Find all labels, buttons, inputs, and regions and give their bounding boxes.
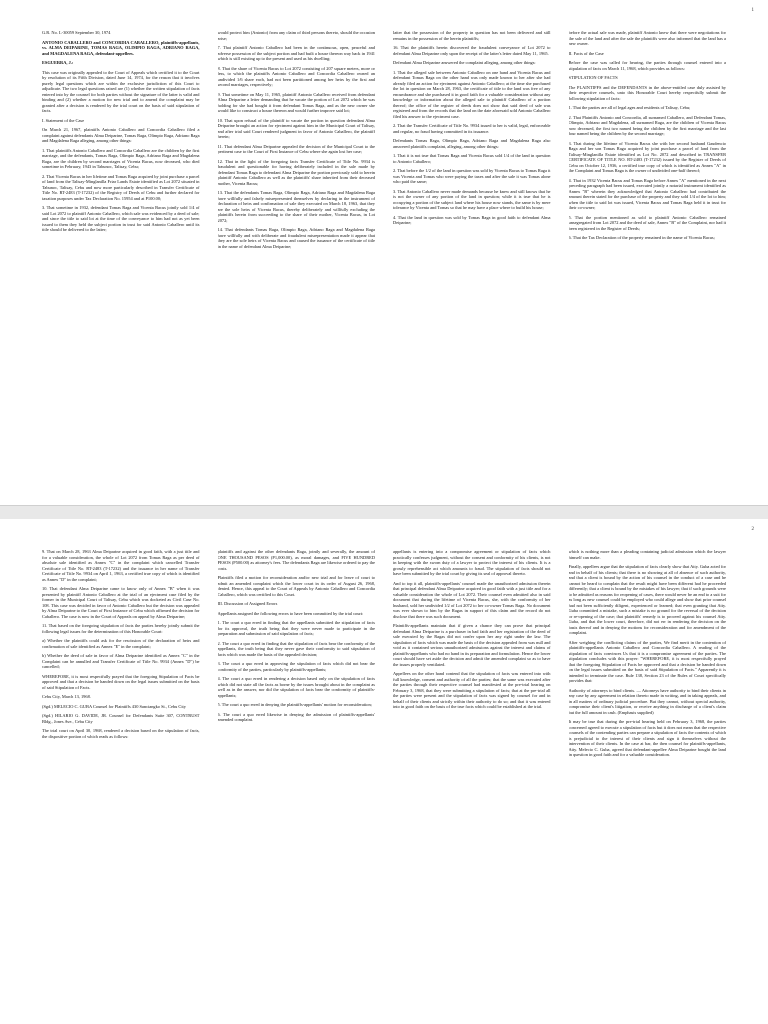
column	[569, 549, 727, 1018]
paragraph: plaintiffs and against the other defendants Raga, jointly and severally, the amount of ONE THOUSAND PESOS (P1,000.00), as moral damages, and FIVE HUNDRED PESOS (P500.00) as attorney's fees. The defendants Raga are likewise ordered to pay the costs.	[217, 549, 375, 571]
paragraph: 4. That in 1932 Vicenta Bacus and Tomas Raga before Annex "A" mentioned in the next preceding paragraph had been issued, executed jointly a notarial instrument identified as Annex "B" wherein they acknowledged that Antonio Caballero had contributed the amount therein stated for the purchase of the property and they sold 1/4 of the lot to him; when the title to said lot was issued, Vicenta Bacus and Tomas Raga held it in trust for their co-owner;	[568, 177, 726, 210]
paragraph: 2. The court a quo erred in finding that the stipulation of facts bear the conformity of the appellants, the truth being that they never gave their conformity to said stipulation of facts which was made the basis of the appealed decision;	[217, 640, 375, 657]
paragraph: ANTONIO CABALLERO and CONCORDIA CABALLERO, plaintiffs-appellants, vs. ALMA DEIPARINE, TOMAS RAGA, OLIMPIO RAGA, ADRIANO RAGA, and MAGDALENA RAGA, defendant-appellees.	[42, 39, 200, 56]
paragraph: I. Statement of the Case	[42, 117, 85, 123]
paragraph: STIPULATION OF FACTS	[568, 75, 618, 80]
paragraph: 8. That the share of Vicenta Bacus to Lot 2072 consisting of 207 square meters, more or less, to which the plaintiffs Antonio Caballero and Concordia Caballero owned an undivided 1/6 share each, had not been partitioned among her heirs by the first and second marriages, respectively;	[217, 65, 375, 87]
paragraph: Defendant Alma Deiparine answered the complaint alleging, among other things:	[393, 60, 536, 65]
paragraph: After weighing the conflicting claims of the parties, We find merit in the contention of plaintiffs-appellants Antonio Caballero and Concordia Caballero. A reading of the stipulation of facts convinces Us that it is a compromise agreement of the parties. The stipulation concludes with this prayer: "WHEREFORE, it is most respectfully prayed that the foregoing Stipulation of Facts be approved and that a decision be handed down on the legal issues submitted on the basis of said Stipulation of Facts." Apparently it is intended to terminate the case. Rule 138, Section 23 of the Rules of Court specifically provides that:	[568, 639, 726, 683]
paragraph: 3. That sometime in 1932, defendant Tomas Raga and Vicenta Bacus jointly sold 1/4 of said Lot 2072 to plaintiff Antonio Caballero, which sale was evidenced by a deed of sale; and since the title to said lot at the time of the conveyance to him had not as yet been issued to them they held the subject portion in trust for said Antonio Caballero until its title should be delivered to the latter;	[42, 205, 200, 232]
paragraph: 11. That based on the foregoing stipulation of facts the parties hereby jointly submit the following legal issues for the determination of this Honorable Court:	[42, 623, 200, 634]
paragraph: (Sgd.) MELECIO C. GUBA Counsel for Plaintiffs 430 Sanciangko St., Cebu City	[42, 703, 186, 709]
paragraph: Cebu City, March 13, 1968.	[42, 694, 91, 699]
paragraph: 4. That the land in question was sold by Tomas Raga in good faith to defendant Alma Deiparine;	[393, 214, 551, 225]
paragraph: b) Whether the deed of sale in favor of Alma Deiparine identified as Annex "C" in the Complaint can be annulled and Transfer Certificate of Title No. 9934 (Annex "D") be cancelled;	[42, 653, 200, 669]
paragraph: 5. That the portion mentioned as sold to plaintiff Antonio Caballero remained unsegregated from Lot 2072 and the deed of sale, Annex "B" of the Complaint, nor had it been registered in the Register of Deeds;	[568, 214, 726, 231]
text-columns	[42, 30, 726, 499]
paragraph: 4. The court a quo erred in rendering a decision based only on the stipulation of facts which did not state all the facts as borne by the issues brought about in the complaint as well as in the answer, nor did the stipulation of facts bear the conformity of plaintiffs-appellants;	[217, 676, 375, 698]
column	[393, 549, 551, 1018]
column	[393, 30, 551, 499]
paragraph: 12. That in the light of the foregoing facts Transfer Certificate of Title No. 9934 is fraudulent and questionable for having deliberately included in the sale made by defendant Tomas Raga to defendant Alma Deiparine the portion previously sold to herein plaintiff Antonio Caballero as well as the plaintiffs' share inherited from their deceased mother, Vicenta Bacus;	[217, 158, 375, 186]
column	[218, 549, 376, 1018]
paragraph: 3. That during the lifetime of Vicenta Bacus she with her second husband Gaudencio Raga and her son Tomas Raga acquired by joint purchase a parcel of land from the Talisay-Minglanilla Estate identified as Lot No. 2072 and described in TRANSFER CERTIFICATE OF TITLE NO. RT-2483 (T-17232) issued by the Register of Deeds of Cebu on October 12, 1936, a certified true copy of which is identified as Annex "A" in the Complaint and Tomas Raga is the owner of undivided one-half thereof;	[568, 140, 726, 173]
paragraph: 2. That the Transfer Certificate of Title No. 9934 issued to her is valid, legal, enforceable and regular, no fraud having committed in its issuance.	[393, 123, 551, 134]
paragraph: Defendants Tomas Raga, Olimpio Raga, Adriano Raga and Magdalena Raga also answered plaintiffs complaint, alleging, among other things:	[393, 138, 551, 149]
paragraph: G.R. No. L-30059 September 30, 1974	[42, 30, 111, 35]
paragraph: Finally, appellees argue that the stipulation of facts clearly show that Atty. Guba acted for and in behalf of his clients; that there is no showing at all of absence of such authority, and that a client is bound by the action of his counsel in the conduct of a case and he cannot be heard to complain that the result might have been different had he proceeded differently; that a client is bound by the mistakes of his lawyer; that if such grounds were to be admitted as reasons for reopening of cases, there would never be an end to a suit for as long as new counsel could be employed who could allege and show that prior counsel had not been sufficiently diligent, experienced or learned; that even granting that Atty. Guba committed a mistake, such a mistake is no ground for the reversal of the decision or re-opening of the case; that plaintiffs' remedy is to proceed against his counsel Atty. Guba, and that the lower court, therefore, did not err in rendering the decision on the basis thereof and in denying the motions for reconsideration and for amendment of the complaint.	[568, 564, 726, 635]
paragraph: 3. The court a quo erred in approving the stipulation of facts which did not bear the conformity of the parties, particularly by plaintiffs-appellants;	[217, 661, 375, 672]
page-number: 1	[751, 8, 754, 13]
page-2	[0, 519, 768, 1024]
paragraph: 1. That the parties are all of legal ages and residents of Talisay, Cebu;	[568, 105, 691, 110]
paragraph: Appellees on the other hand contend that the stipulation of facts was entered into with full knowledge, consent and authority of all the parties; that the same was executed after the parties through their respective counsel had manifested at the pre-trial hearing on February 3, 1968, that they were submitting a stipulation of facts; that at the pre-trial all the parties were present and the stipulation of facts was signed by counsel for and in behalf of their clients and strictly within their authority to do so; and that it was entered into in good faith on the basis of the true facts which could be established at the trial.	[393, 671, 551, 709]
paragraph: 2. That Vicenta Bacus in her lifetime and Tomas Raga acquired by joint purchase a parcel of land from the Talisay-Minglanilla Friar Lands Estate identified as Lot 2072 situated in Tabunoc, Talisay, Cebu and now more particularly described in Transfer Certificate of Title No. RT-2483 (T-17232) of the Registry of Deeds of Cebu and further declared for taxation purposes under Tax Declaration No. 15954 and at P100.00;	[42, 173, 200, 201]
paragraph: Before the case was called for hearing, the parties through counsel entered into a stipulation of facts on March 11, 1968, which provides as follows:	[568, 60, 726, 71]
paragraph: Appellants assigned the following errors to have been committed by the trial court:	[217, 610, 364, 616]
paragraph: The PLAINTIFFS and the DEFENDANTS in the above-entitled case duly assisted by their respective counsels, unto this Honorable Court hereby respectfully submit the following stipulation of facts:	[568, 84, 726, 101]
paragraph: 1. That plaintiffs Antonio Caballero and Concordia Caballero are the children by the first marriage, and the defendants, Tomas Raga, Olimpio Raga, Adriano Raga and Magdalena Raga, are the children by second marriages of Vicenta Bacus, now deceased, who died sometime in February, 1943 in Tabunoc, Talisay, Cebu;	[42, 147, 200, 169]
paragraph: 13. That the defendants Tomas Raga, Olimpio Raga, Adriano Raga and Magdalena Raga have willfully and falsely misrepresented themselves by declaring in the instrument of declaration of heirs and confirmation of sale they executed on March 18, 1963, that they are the sole heirs of Vicenta Bacus, thereby deliberately and willfully excluding the plaintiffs herein from succeeding to the share of their mother, Vicenta Bacus, in Lot 2072;	[217, 190, 375, 223]
paragraph: Authority of attorneys to bind clients. — Attorneys have authority to bind their clients in any case by any agreement in relation thereto made in writing, and in taking appeals, and in all matters of ordinary judicial procedure. But they cannot, without special authority, compromise their client's litigation, or receive anything in discharge of a client's claim but the full amount in cash. (Emphasis supplied)	[568, 687, 726, 715]
paragraph: It may be true that during the pre-trial hearing held on February 3, 1968, the parties concerned agreed to execute a stipulation of facts but it does not mean that the respective counsels of the contending parties can prepare a stipulation of facts the contents of which is prejudicial to the interest of their clients and sign it themselves without the intervention of their clients. In the case at bar, the then counsel for plaintiffs-appellants, Atty. Melecio C. Guba, agreed that defendant-appellee Alma Deiparine bought the land in question in good faith and for a valuable consideration.	[568, 719, 726, 757]
paragraph: Plaintiffs filed a motion for reconsideration and/or new trial and for leave of court to admit an amended complaint which the lower court in its order of August 26, 1968, denied. Hence, this appeal to the Court of Appeals by Antonio Caballero and Concordia Caballero, which was certified to this Court.	[217, 575, 375, 597]
paragraph: 1. That it is not true that Tomas Raga and Vicenta Bacus sold 1/4 of the land in question to Antonio Caballero;	[393, 153, 551, 164]
text-columns	[42, 549, 726, 1018]
paragraph: 10. That upon refusal of the plaintiff to vacate the portion in question defendant Alma Deiparine brought an action for ejectment against him in the Municipal Court of Talisay, and after trial said Court rendered judgment in favor of Antonio Caballero, the plaintiff herein;	[217, 117, 375, 139]
paragraph: 2. That before the 1/2 of the land in question was sold by Vicenta Bacus to Tomas Raga it was Vicenta and Tomas who were paying the taxes and after the sale it was Tomas alone who paid the same;	[393, 168, 551, 184]
paragraph: which is nothing more than a pleading containing judicial admission which the lawyer himself can make.	[568, 549, 726, 560]
paragraph: 7. That plaintiff Antonio Caballero had been in the continuous, open, peaceful and adverse possession of the subject portion and had built a house thereon way back in 1941 which is still existing up to the present and used as his dwelling;	[217, 45, 375, 61]
paragraph: 1. The court a quo erred in finding that the appellants submitted the stipulation of facts for its approval, the truth being that they were never made to participate in the preparation and submission of said stipulation of facts;	[217, 620, 375, 636]
paragraph: 6. The court a quo erred likewise in denying the admission of plaintiffs-appellants' amended complaint.	[217, 711, 375, 722]
paragraph: a) Whether the plaintiffs could ask for the rescission of the declaration of heirs and confirmation of sale identified as Annex "E" in the complaint;	[42, 638, 200, 649]
paragraph: appellants is entering into a compromise agreement or stipulation of facts which practically confesses judgment, without the consent and conformity of his clients, is not in keeping with the sworn duty of a lawyer to protect the interest of his clients. It is a grossly reprehensible act which amounts to fraud. The stipulation of facts should not have been submitted by the trial court by giving its seal of approval thereto.	[393, 549, 551, 576]
paragraph: This case was originally appealed to the Court of Appeals which certified it to the Court by resolution of its Fifth Division, dated June 14, 1974, for the reason that it involves purely legal questions which are within the exclusive jurisdiction of this Court to adjudicate. The two legal questions raised are (1) whether the written stipulation of facts entered into by the counsel for both parties without the signature of the latter is valid and binding and (2) whether a motion for new trial and to amend the complaint may be granted after a decision is rendered by the trial court on the basis of said stipulation of facts.	[42, 69, 200, 113]
column	[42, 30, 200, 499]
paragraph: ESGUERRA, J.:	[42, 60, 74, 65]
column	[569, 30, 727, 499]
page-number: 2	[751, 527, 754, 532]
paragraph: And to top it all, plaintiffs-appellants' counsel made the unauthorized admission therein that principal defendant Alma Deiparine acquired in good faith with a just title and for a valuable consideration the whole of Lot 2072. Their counsel even admitted also in said document that during the lifetime of Vicenta Bacus, she, with the conformity of her husband, sold her undivided 1/2 of Lot 2072 to her co-owner Tomas Raga. No document was ever shown to him by the Ragas in support of this claim and the record do not disclose that there was such document.	[393, 580, 551, 619]
paragraph: III. Discussion of Assigned Errors	[217, 601, 278, 606]
paragraph: would protect him (Antonio) from any claim of third persons thereto, should the occasion arise;	[217, 30, 375, 41]
paragraph: 10. That defendant Alma Deiparine came to know only of Annex "B" when it was presented by plaintiff Antonio Caballero at the trial of an ejectment case filed by the former in the Municipal Court of Talisay, Cebu which was docketed as Civil Case No. 108. This case was decided in favor of Antonio Caballero but the decision was appealed by Alma Deiparine to the Court of First Instance of Cebu which affirmed the decision for Caballero. The case is now in the Court of Appeals on appeal by Alma Deiparine;	[42, 586, 200, 619]
paragraph: before the actual sale was made, plaintiff Antonio knew that there were negotiations for the sale of the land and after the sale the plaintiffs were also informed that the land has a new owner.	[568, 30, 726, 46]
paragraph: The trial court on April 30, 1968, rendered a decision based on the stipulation of facts, the dispositive portion of which reads as follows:	[42, 728, 200, 739]
paragraph: On March 21, 1967, plaintiffs Antonio Caballero and Concordia Caballero filed a complaint against defendants Alma Deiparine, Tomas Raga, Olimpio Raga, Adriano Raga and Magdalena Raga alleging, among other things:	[42, 127, 200, 143]
paragraph: latter that the possession of the property in question has not been delivered and still remains in the possession of the herein plaintiffs;	[393, 30, 551, 41]
paragraph: 2. That Plaintiffs Antonio and Concordia, all surnamed Caballero, and Defendant Tomas, Olimpio, Adriano and Magdalena, all surnamed Raga, are the children of Vicenta Bacus now deceased, the first two named being the children by the first marriage and the last four named being the children by the second marriage;	[568, 114, 726, 136]
paragraph: 6. That the Tax Declaration of the property remained in the name of Vicenta Bacus;	[568, 235, 715, 240]
paragraph: 11. That defendant Alma Deiparine appealed the decision of the Municipal Court to the pertinent case to the Court of First Instance of Cebu where she again lost her case;	[217, 143, 375, 154]
page-1	[0, 0, 768, 505]
paragraph: 9. That on March 28, 1963 Alma Deiparine acquired in good faith, with a just title and for a valuable consideration, the whole of Lot 2072 from Tomas Raga as per deed of absolute sale identified as Annex "C" in the complaint which cancelled Transfer Certificate of Title No. RT-2483 (T-17232) and the issuance in her name of Transfer Certificate of Title No. 9934 on April 1, 1963, a certified true copy of which is identified as Annex "D" in the complaint;	[42, 549, 200, 582]
column	[42, 549, 200, 1018]
paragraph: 9. That sometime on May 11, 1965, plaintiff Antonio Caballero received from defendant Alma Deiparine a letter demanding that he vacate the portion of Lot 2072 which he was holding for she had bought it from defendant Tomas Raga, and as the new owner she would like to construct a house thereon and would further improve said lot;	[217, 91, 375, 113]
paragraph: 5. The court a quo erred in denying the plaintiffs-appellants' motion for reconsideration;	[217, 702, 372, 707]
paragraph: 3. That Antonio Caballero never made demands because he knew and still knows that he is not the owner of any portion of the land in question; while it is true that he is occupying a portion of the subject land where his house now stands, the same is by mere tolerance by Vicenta and Tomas so that he may have a place where to build his house;	[393, 188, 551, 210]
paragraph: (Sgd.) HILARIO G. DAVIDE, JR. Counsel for Defendants Suite 307, CONTRUST Bldg., Jones Ave., Cebu City	[42, 713, 200, 724]
column	[218, 30, 376, 499]
paragraph: 1. That the alleged sale between Antonio Caballero on one hand and Vicenta Bacus and defendant Tomas Raga on the other hand was only made known to her after she had already filed an action for ejectment against Antonio Caballero; at the time she purchased the lot in question on March 28, 1963, the certificate of title to the land was free of any encumbrance and she purchased it in good faith for a valuable consideration without any knowledge or information about the alleged sale to plaintiff Caballero of a portion thereof; the office of the register of deeds does not show that said deed of sale was registered and from the records that the land on the date aforesaid sold Antonio Caballero filed his answer to the ejectment case.	[393, 69, 551, 119]
paragraph: 16. That the plaintiffs herein discovered the fraudulent conveyance of Lot 2072 to defendant Alma Deiparine only upon the receipt of the latter's letter dated May 11, 1965.	[393, 45, 551, 56]
paragraph: Plaintiffs-appellants maintain that if given a chance they can prove that principal defendant Alma Deiparine is a purchaser in bad faith and her registration of the deed of sale executed by the Ragas did not confer upon her any right under the law. The stipulation of facts which was made the basis of the decision appealed from was null and void as it contained serious unauthorized admissions against the interest and claims of plaintiffs-appellants who had no hand in its preparation and formulation. Hence the lower court should have set aside the decision and admit the amended complaint so as to have the issues properly ventilated.	[393, 623, 551, 667]
paragraph: 14. That defendants Tomas Raga, Olimpio Raga, Adriano Raga and Magdalena Raga have willfully and with deliberate and fraudulent misrepresentation made it appear that they are the sole heirs of Vicenta Bacus and caused the issuance of the certificate of title in the name of defendant Alma Deiparine;	[217, 227, 375, 249]
paragraph: WHEREFORE, it is most respectfully prayed that the foregoing Stipulation of Facts be approved and that a decision be handed down on the legal issues submitted on the basis of said Stipulation of Facts.	[42, 673, 200, 690]
paragraph: II. Facts of the Case	[568, 50, 604, 56]
